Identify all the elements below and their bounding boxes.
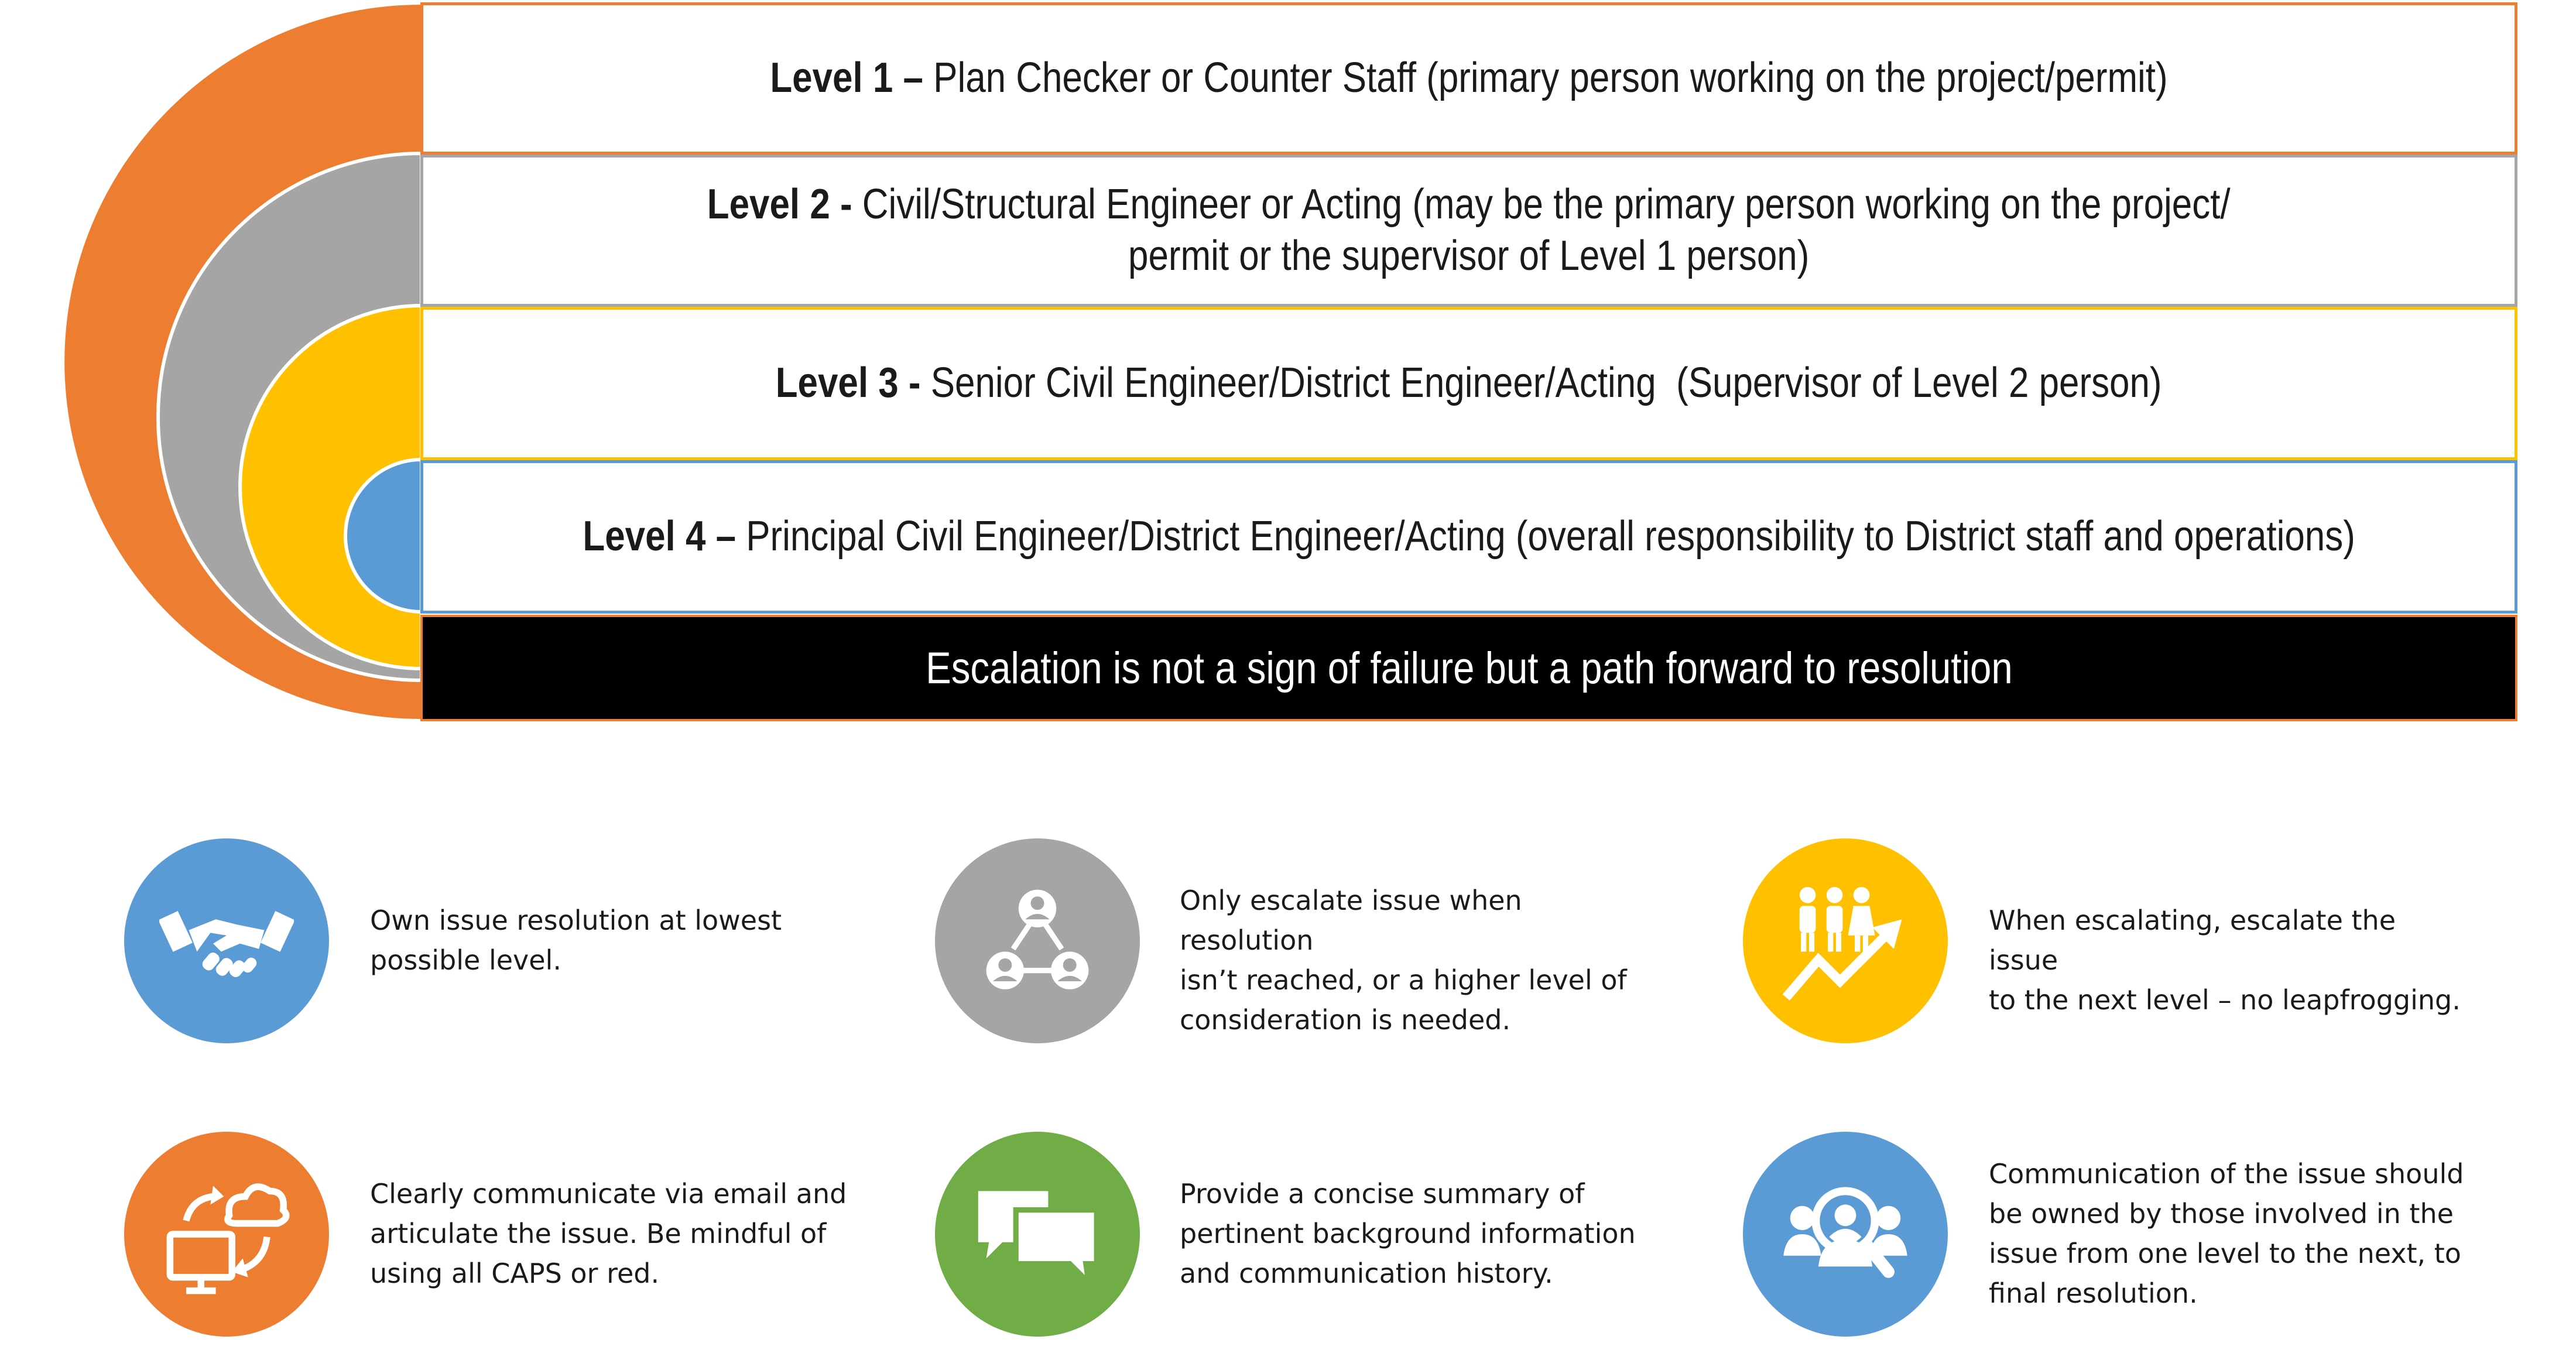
tip-owned-by-involved: Communication of the issue should be owned by those involved in the issue from one level to the next, to final resolution. bbox=[1989, 1158, 2464, 1309]
level-2-description: Civil/Structural Engineer or Acting (may be the primary person working on the project/ permit or the supervisor of Level 1 person) bbox=[862, 181, 2231, 279]
banner-text: Escalation is not a sign of failure but a path forward to resolution bbox=[925, 643, 2013, 693]
level-4-label: Level 4 – bbox=[583, 513, 736, 560]
level-semicircles bbox=[0, 0, 427, 726]
level-3-label: Level 3 - bbox=[776, 359, 921, 407]
level-1-description: Plan Checker or Counter Staff (primary person working on the project/permit) bbox=[923, 54, 2168, 102]
connected-people-icon bbox=[935, 838, 1140, 1043]
tip-own-resolution: Own issue resolution at lowest possible level. bbox=[370, 905, 782, 976]
level-2-box bbox=[420, 155, 2517, 307]
level-4-description: Principal Civil Engineer/District Engineer/Acting (overall responsibility to District staff and operations) bbox=[735, 513, 2355, 560]
chat-bubbles-icon bbox=[935, 1132, 1140, 1337]
team-growth-icon bbox=[1743, 838, 1948, 1043]
tip-concise-summary: Provide a concise summary of pertinent background information and communication history. bbox=[1180, 1178, 1636, 1289]
tip-only-escalate: Only escalate issue when resolution isn’t reached, or a higher level of consideration is needed. bbox=[1180, 885, 1627, 1036]
tip-no-leapfrogging: When escalating, escalate the issue to the next level – no leapfrogging. bbox=[1989, 905, 2461, 1016]
computer-cloud-sync-icon bbox=[124, 1132, 329, 1337]
escalation-banner bbox=[420, 615, 2517, 721]
handshake-icon bbox=[124, 838, 329, 1043]
tip-communicate-email: Clearly communicate via email and articulate the issue. Be mindful of using all CAPS or red. bbox=[370, 1178, 847, 1289]
level-3-description: Senior Civil Engineer/District Engineer/Acting (Supervisor of Level 2 person) bbox=[920, 359, 2162, 407]
level-1-box bbox=[420, 2, 2517, 155]
level-1-label: Level 1 – bbox=[770, 54, 923, 102]
people-search-icon bbox=[1743, 1132, 1948, 1337]
level-4-box bbox=[420, 460, 2517, 614]
level-2-label: Level 2 - bbox=[707, 181, 852, 228]
level-3-box bbox=[420, 307, 2517, 460]
